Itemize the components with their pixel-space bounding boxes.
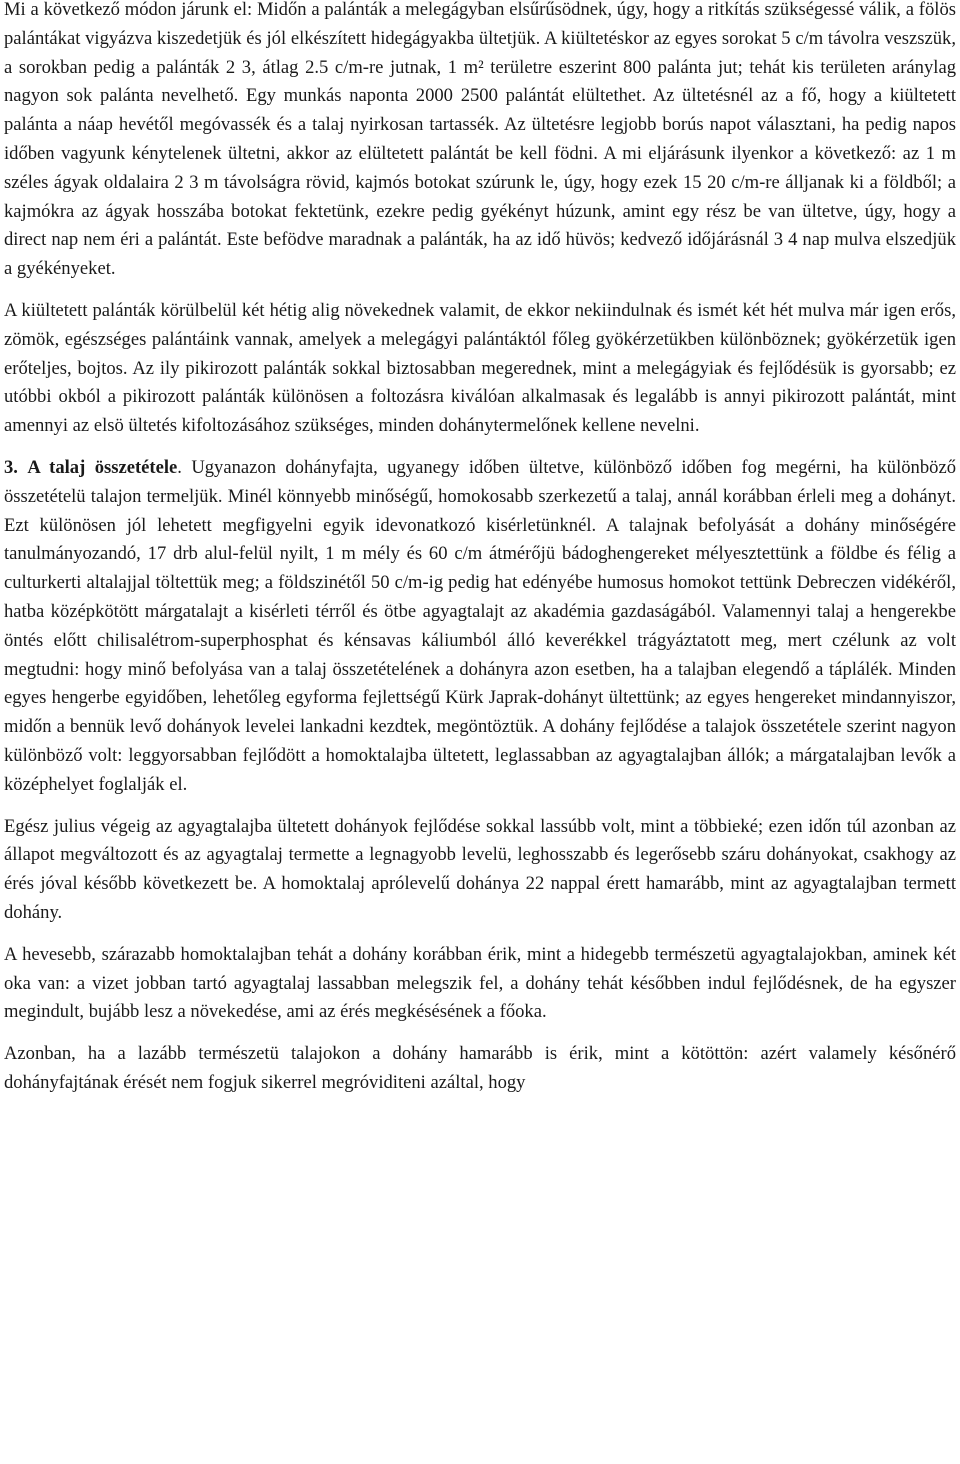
section-number: 3.: [4, 456, 18, 478]
paragraph-text: Egész julius végeig az agyagtalajba ültetett dohányok fejlődése sokkal lassúbb volt, mint a többieké; ezen időn túl azonban az állapot megváltozott és az agyagtalaj termette a legnagyobb levelü, leghosszabb és legerősebb száru dohányokat, csakhogy az érés jóval később következett be. A homoktalaj aprólevelű dohánya 22 nappal érett hamarább, mint az agyagtalajban termett dohány.: [4, 815, 956, 923]
paragraph-pikirozas: [4, 0, 956, 284]
paragraph-lazabb-talajok: [4, 1040, 956, 1098]
document-page: [4, 0, 956, 1111]
paragraph-kiultetett-palantak: [4, 297, 956, 441]
paragraph-talaj-osszetetele: [4, 454, 956, 800]
paragraph-homoktalaj: [4, 941, 956, 1027]
section-title: A talaj összetétele: [27, 456, 178, 478]
paragraph-text: Azonban, ha a lazább természetü talajokon a dohány hamarább is érik, mint a kötöttön: azért valamely későnérő dohányfajtának érését nem fogjuk sikerrel megróviditeni azáltal, hogy: [4, 1043, 956, 1093]
paragraph-julius: [4, 813, 956, 928]
paragraph-text: . Ugyanazon dohányfajta, ugyanegy időben ültetve, különböző időben fog megérni, ha különböző összetételü talajon termeljük. Minél könnyebb minőségű, homokosabb szerkezetű a talaj, annál korábban érleli meg a dohányt. Ezt különösen jól lehetett megfigyelni egyik idevonatkozó kisérletünknél. A talajnak befolyását a dohány minőségére tanulmányozandó, 17 drb alul-felül nyilt, 1 m mély és 60 c/m átmérőjü bádoghengereket mélyesztettünk a földbe és félig a culturkerti altalajjal töltettük meg; a földszinétől 50 c/m-ig pedig hat edényébe humosus homokot tettünk Debreczen vidékéről, hatba középkötött márgatalajt a kisérleti térről és ötbe agyagtalajt az akadémia gazdaságából. Valamennyi talaj a hengerekbe öntés előtt chilisalétrom-superphosphat és kénsavas káliumból álló keverékkel trágyáztatott meg, mert czélunk az volt megtudni: hogy minő befolyása van a talaj összetételének a dohányra azon esetben, ha a talajban elegendő a táplálék. Minden egyes hengerbe egyidőben, lehetőleg egyforma fejlettségű Kürk Japrak-dohányt ültettünk; az egyes hengereket mindannyiszor, midőn a bennük levő dohányok levelei lankadni kezdtek, megöntöztük. A dohány fejlődése a talajok összetétele szerint nagyon különböző volt: leggyorsabban fejlődött a homoktalajba ültetett, leglassabban az agyagtalajban állók; a márgatalajban levők a középhelyet foglalják el.: [4, 456, 956, 795]
paragraph-text: A kiültetett palánták körülbelül két hétig alig növekednek valamit, de ekkor nekiindulnak és ismét két hét mulva már igen erős, zömök, egészséges palántáink vannak, amelyek a melegágyi palántáktól főleg gyökérzetükben különböznek; gyökérzetük igen erőteljes, bojtos. Az ily pikirozott palánták sokkal biztosabban megerednek, mint a melegágyiak és fejlődésük is gyorsabb; ez utóbbi okból a pikirozott palánták különösen a foltozásra kiválóan alkalmasak és legalább is annyi pikirozott palántát, mint amennyi az elsö ültetés kifoltozásához szükséges, minden dohánytermelőnek kellene nevelni.: [4, 299, 956, 437]
paragraph-text: A hevesebb, szárazabb homoktalajban tehát a dohány korábban érik, mint a hidegebb természetü agyagtalajokban, aminek két oka van: a vizet jobban tartó agyagtalaj lassabban melegszik fel, a dohány tehát későbben indul fejlődésnek, de ha egyszer megindult, bujább lesz a növekedése, ami az érés megkésésének a főoka.: [4, 943, 956, 1023]
paragraph-text: Mi a következő módon járunk el: Midőn a palánták a melegágyban elsűrűsödnek, úgy, hogy a ritkítás szükségessé válik, a fölös palántákat vigyázva kiszedetjük és jól elkészített hidegágyakba ültetjük. A kiültetéskor az egyes sorokat 5 c/m távolra veszszük, a sorokban pedig a palánták 2 3, átlag 2.5 c/m-re jutnak, 1 m² területre eszerint 800 palánta jut; tehát kis területen aránylag nagyon sok palánta nevelhető. Egy munkás naponta 2000 2500 palántát elültethet. Az ültetésnél az a fő, hogy a kiültetett palánta a náap hevétől megóvassék és a talaj nyirkosan tartassék. Az ültetésre legjobb borús napot választani, ha pedig napos időben vagyunk kénytelenek ültetni, akkor az elültetett palántát be kell födni. A mi eljárásunk ilyenkor a következő: az 1 m széles ágyak oldalaira 2 3 m távolságra rövid, kajmós botokat szúrunk le, úgy, hogy ezek 15 20 c/m-re álljanak ki a földből; a kajmókra az ágyak hosszába botokat fektetünk, ezekre pedig gyékényt húzunk, amint egy rész be van ültetve, úgy, hogy a direct nap nem éri a palántát. Este befödve maradnak a palánták, ha az idő hüvös; kedvező időjárásnál 3 4 nap mulva elszedjük a gyékényeket.: [4, 0, 956, 280]
